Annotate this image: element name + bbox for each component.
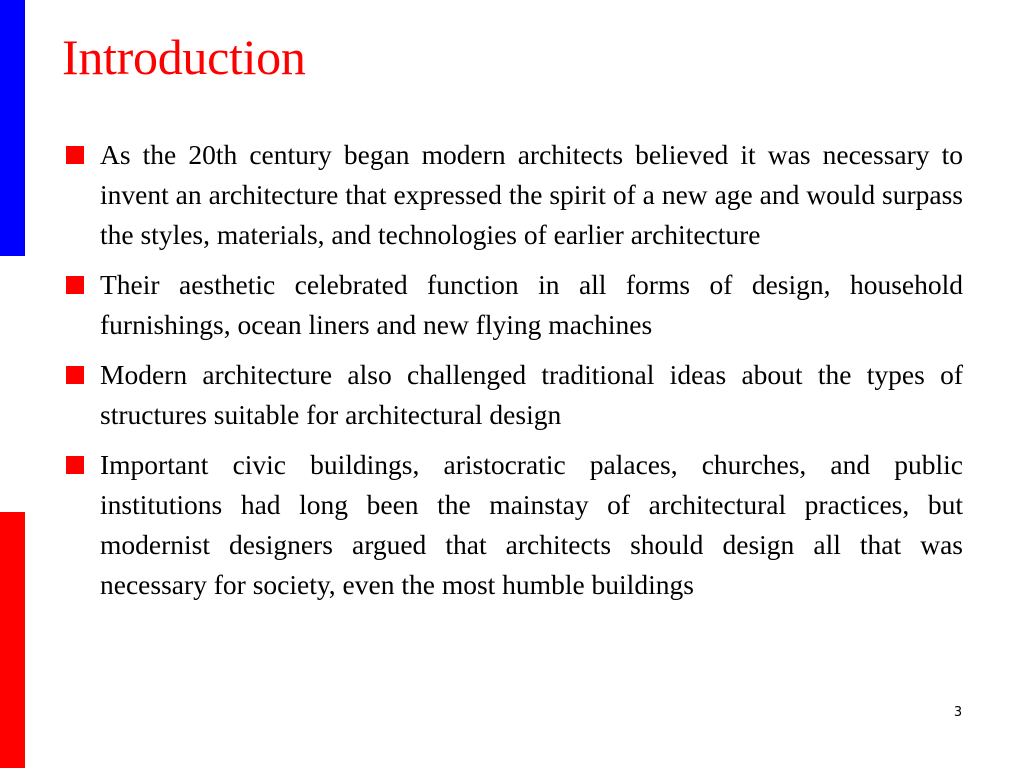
bullet-item	[66, 135, 963, 255]
filled-square-icon	[66, 146, 84, 164]
decorative-red-bar	[0, 512, 25, 768]
filled-square-icon	[66, 276, 84, 294]
decorative-blue-bar	[0, 0, 25, 256]
bullet-text: Modern architecture also challenged traditional ideas about the types of structures suitable for architectural design	[100, 359, 963, 430]
bullet-text: Important civic buildings, aristocratic palaces, churches, and public institutions had long been the mainstay of architectural practices, but modernist designers argued that architects should design all that was necessary for society, even the most humble buildings	[100, 449, 963, 600]
filled-square-icon	[66, 366, 84, 384]
page-number: 3	[953, 705, 963, 720]
slide-title: Introduction	[62, 29, 306, 85]
filled-square-icon	[66, 456, 84, 474]
bullet-item	[66, 355, 963, 435]
bullet-list	[66, 135, 963, 615]
bullet-text: As the 20th century began modern architects believed it was necessary to invent an architecture that expressed the spirit of a new age and would surpass the styles, materials, and technologies of earlier architecture	[100, 139, 963, 250]
bullet-item	[66, 445, 963, 605]
bullet-text: Their aesthetic celebrated function in all forms of design, household furnishings, ocean liners and new flying machines	[100, 269, 963, 340]
bullet-item	[66, 265, 963, 345]
